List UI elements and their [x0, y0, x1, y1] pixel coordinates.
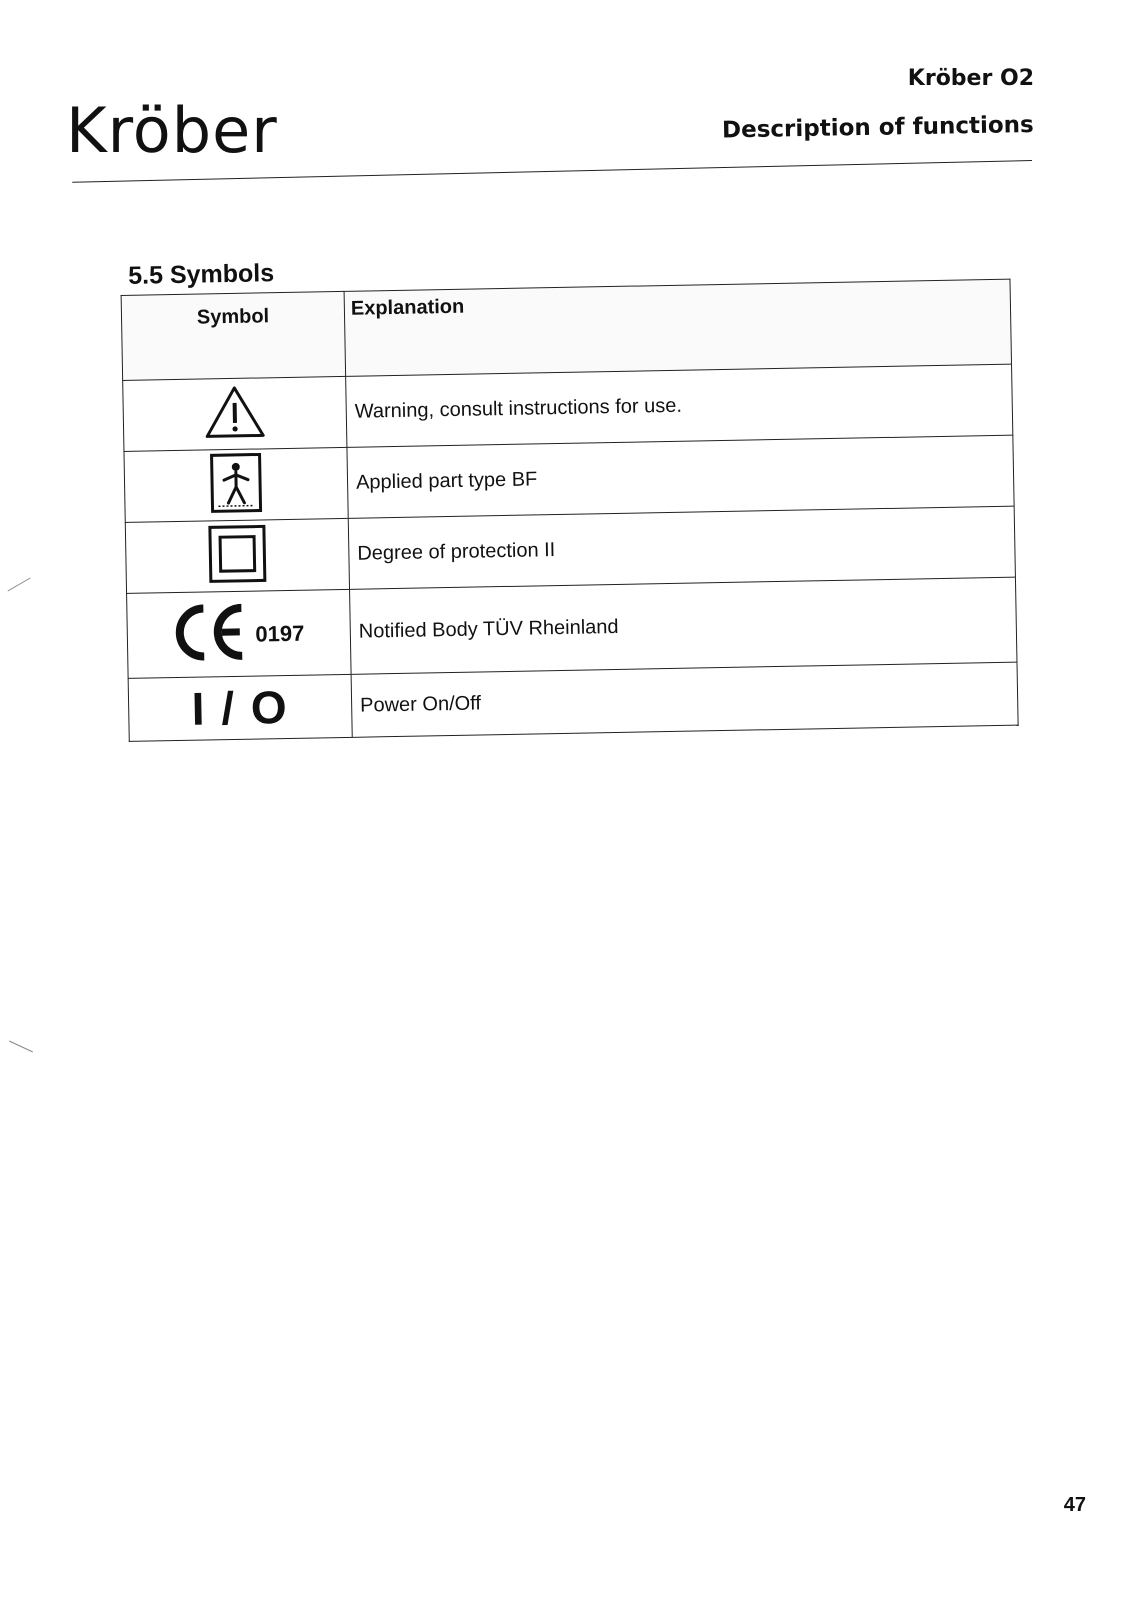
- symbol-cell: [128, 674, 352, 741]
- explanation-cell: Power On/Off: [351, 662, 1018, 737]
- column-header-symbol: Symbol: [121, 291, 346, 380]
- explanation-cell: Degree of protection II: [348, 506, 1015, 589]
- table-row: [127, 577, 1017, 678]
- table-header-row: [121, 279, 1011, 380]
- symbol-cell: [127, 589, 352, 678]
- product-name: Kröber O2: [907, 66, 1034, 91]
- section-title: Description of functions: [722, 112, 1035, 144]
- ce-mark-icon: [173, 601, 248, 662]
- symbol-cell: [123, 376, 347, 451]
- symbol-cell: [125, 518, 349, 593]
- notified-body-number: 0197: [255, 620, 305, 647]
- explanation-cell: Applied part type BF: [347, 435, 1014, 518]
- section-heading: 5.5 Symbols: [127, 259, 275, 290]
- explanation-cell: Notified Body TÜV Rheinland: [350, 577, 1017, 674]
- scan-mark: [9, 1041, 33, 1053]
- ce-mark: [173, 600, 305, 662]
- explanation-cell: Warning, consult instructions for use.: [346, 364, 1013, 447]
- scan-mark: [7, 578, 30, 592]
- power-on-off-icon: I / O: [191, 680, 290, 735]
- double-insulation-icon: [208, 524, 267, 583]
- symbols-section: [120, 246, 1019, 742]
- page-number: 47: [1063, 1494, 1086, 1516]
- symbols-table: [121, 279, 1019, 742]
- column-header-explanation: Explanation: [344, 279, 1011, 376]
- applied-part-bf-icon: [210, 452, 263, 513]
- logo: Kröber: [66, 94, 278, 167]
- symbol-cell: [124, 447, 348, 522]
- warning-triangle-icon: [203, 384, 266, 439]
